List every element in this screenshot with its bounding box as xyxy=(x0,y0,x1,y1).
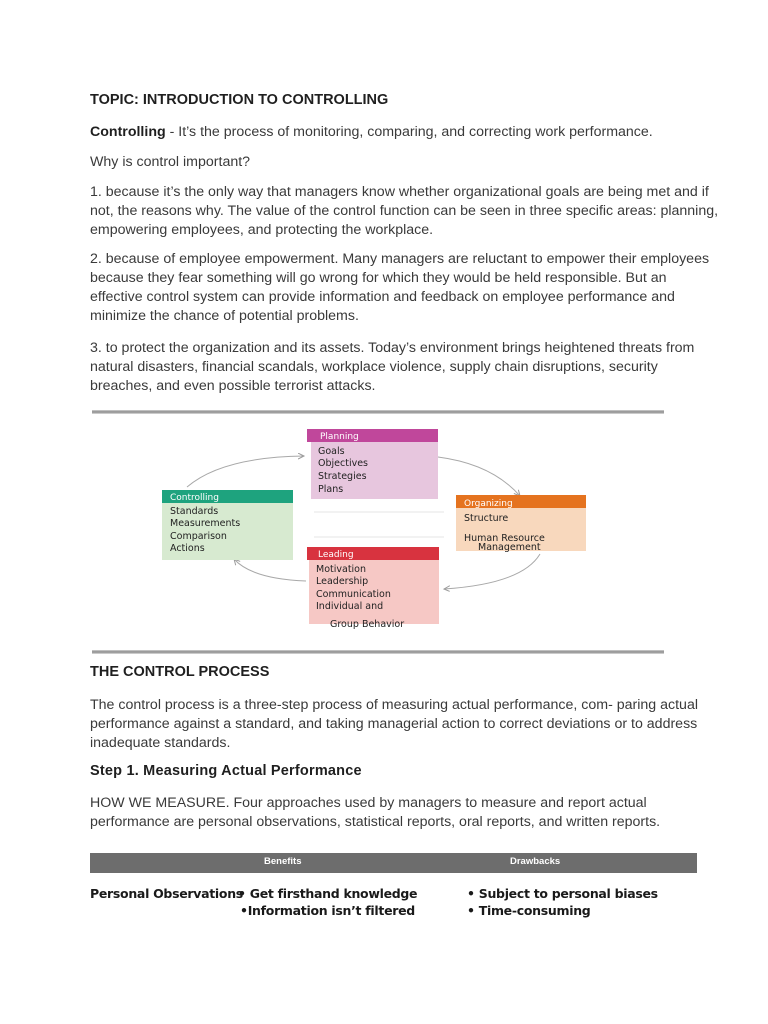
controlling-box xyxy=(162,490,293,560)
planning-box xyxy=(307,429,438,499)
organizing-item: Human Resource xyxy=(464,533,545,544)
drawback-item: • Time-consuming xyxy=(467,903,591,918)
topic-heading: TOPIC: INTRODUCTION TO CONTROLLING xyxy=(90,92,389,108)
leading-item: Individual and xyxy=(316,601,384,612)
management-functions-diagram xyxy=(92,409,664,655)
control-process-paragraph: The control process is a three-step process of measuring actual performance, com- paring actual performance against a standard, and taking managerial action to correct deviations or to address inadequate standards. xyxy=(90,697,698,751)
arrow-leading-to-controlling xyxy=(234,559,306,581)
organizing-title: Organizing xyxy=(464,499,513,509)
organizing-item: Structure xyxy=(464,513,509,524)
table-header-benefits: Benefits xyxy=(264,856,302,867)
controlling-item: Standards xyxy=(170,506,219,517)
planning-title: Planning xyxy=(320,432,359,442)
controlling-item: Comparison xyxy=(170,531,227,542)
table-header xyxy=(90,853,697,873)
benefit-item: •Information isn’t filtered xyxy=(240,903,415,918)
arrow-organizing-to-leading xyxy=(444,554,540,589)
leading-item: Motivation xyxy=(316,564,367,575)
reason-2: 2. because of employee empowerment. Many managers are reluctant to empower their employees because they fear something will go wrong for which they would be held responsible. But an effective control system can provide information and feedback on employee performance and minimize the chance of potential problems. xyxy=(90,251,710,324)
reason-1: 1. because it’s the only way that managers know whether organizational goals are being met and if not, the reasons why. The value of the control function can be seen in three specific areas: planning, empowering employees, and protecting the workplace. xyxy=(90,184,719,238)
definition-text: - It’s the process of monitoring, comparing, and correcting work performance. xyxy=(165,124,653,140)
organizing-item: Management xyxy=(478,542,541,553)
arrow-planning-to-organizing xyxy=(438,457,520,496)
step1-paragraph: HOW WE MEASURE. Four approaches used by managers to measure and report actual performance are personal observations, statistical reports, oral reports, and written reports. xyxy=(90,795,661,830)
organizing-box xyxy=(456,495,586,553)
step1-heading: Step 1. Measuring Actual Performance xyxy=(90,763,362,779)
benefit-item: • Get firsthand knowledge xyxy=(238,886,418,901)
table-header-drawbacks: Drawbacks xyxy=(510,856,561,867)
reason-3: 3. to protect the organization and its assets. Today’s environment brings heightened threats from natural disasters, financial scandals, workplace violence, supply chain disruptions, security breaches, and even possible terrorist attacks. xyxy=(90,340,695,394)
question: Why is control important? xyxy=(90,154,251,170)
leading-title: Leading xyxy=(318,550,354,560)
planning-item: Strategies xyxy=(318,471,367,482)
controlling-item: Measurements xyxy=(170,518,241,529)
table-row-label: Personal Observations xyxy=(90,886,243,901)
arrow-controlling-to-planning xyxy=(187,456,304,487)
controlling-title: Controlling xyxy=(170,493,219,503)
drawback-item: • Subject to personal biases xyxy=(467,886,658,901)
definition-term: Controlling xyxy=(90,124,166,140)
definition-paragraph xyxy=(90,123,720,142)
planning-item: Goals xyxy=(318,446,345,457)
leading-item: Leadership xyxy=(316,576,369,587)
control-process-heading: THE CONTROL PROCESS xyxy=(90,664,270,680)
bottom-rule xyxy=(92,650,664,654)
leading-item: Communication xyxy=(316,589,391,600)
leading-item: Group Behavior xyxy=(330,619,405,630)
planning-item: Objectives xyxy=(318,458,368,469)
planning-item: Plans xyxy=(318,484,344,495)
controlling-item: Actions xyxy=(170,543,205,554)
top-rule xyxy=(92,410,664,414)
leading-box xyxy=(307,547,439,630)
